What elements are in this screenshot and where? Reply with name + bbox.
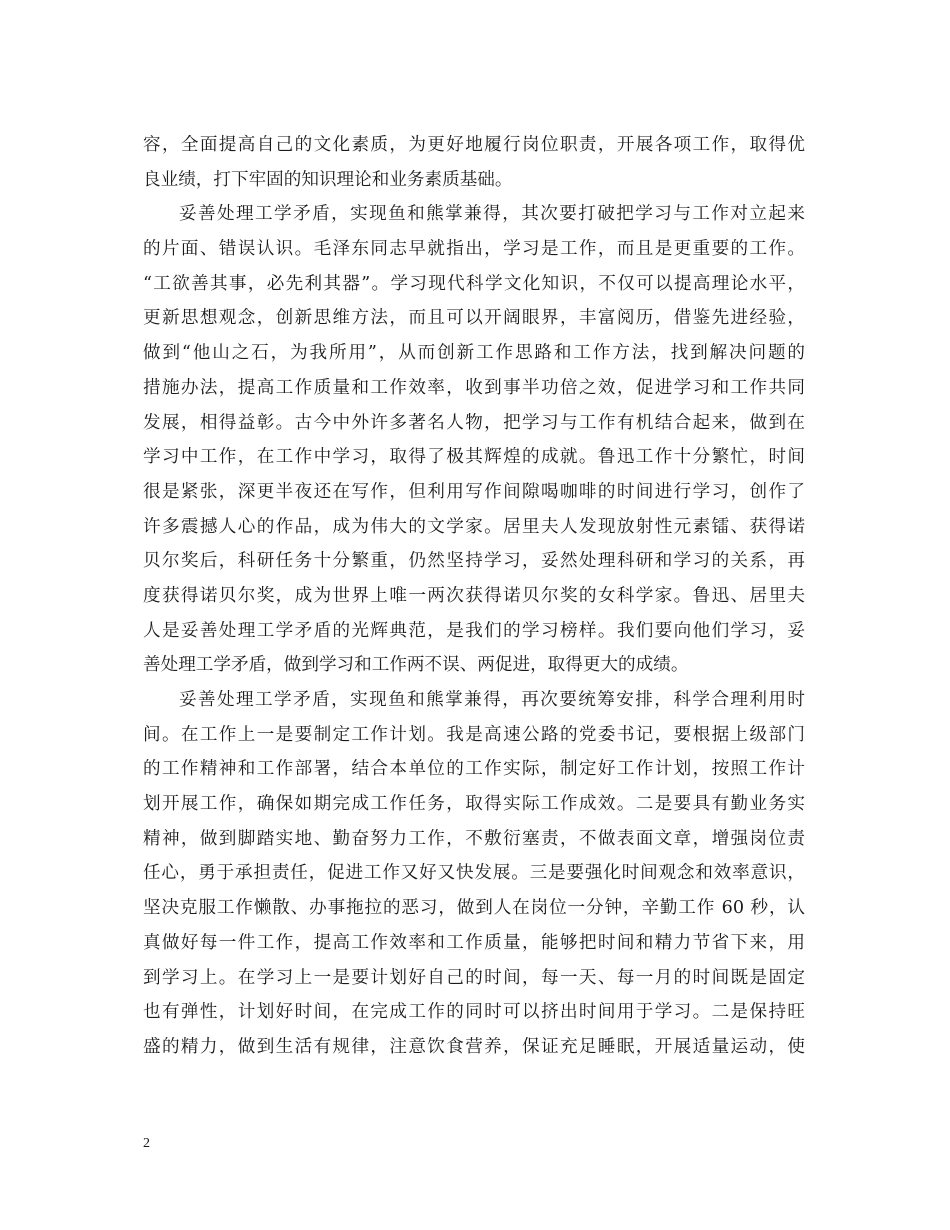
paragraph-time-planning bbox=[143, 683, 805, 1065]
text-line: 也有弹性，计划好时间，在完成工作的同时可以挤出时间用于学习。二是保持旺 bbox=[143, 1002, 805, 1023]
text-line: 间。在工作上一是要制定工作计划。我是高速公路的党委书记，要根据上级部门 bbox=[143, 724, 805, 745]
document-body bbox=[143, 128, 805, 1065]
page-number: 2 bbox=[143, 1136, 150, 1151]
text-line: 妥善处理工学矛盾，实现鱼和熊掌兼得，再次要统筹安排，科学合理利用时 bbox=[179, 690, 805, 710]
text-line: 妥善处理工学矛盾，实现鱼和熊掌兼得，其次要打破把学习与工作对立起来 bbox=[179, 204, 805, 225]
text-line: 贝尔奖后，科研任务十分繁重，仍然坚持学习，妥然处理科研和学习的关系，再 bbox=[143, 551, 805, 572]
text-line: 真做好每一件工作，提高工作效率和工作质量，能够把时间和精力节省下来，用 bbox=[143, 932, 805, 953]
text-line: 发展，相得益彰。古今中外许多著名人物，把学习与工作有机结合起来，做到在 bbox=[143, 412, 805, 433]
text-line: 任心，勇于承担责任，促进工作又好又快发展。三是要强化时间观念和效率意识， bbox=[143, 863, 805, 884]
text-line: 人是妥善处理工学矛盾的光辉典范，是我们的学习榜样。我们要向他们学习，妥 bbox=[143, 620, 805, 641]
text-line: 精神，做到脚踏实地、勤奋努力工作，不敷衍塞责，不做表面文章，增强岗位责 bbox=[143, 828, 805, 849]
text-line: 良业绩，打下牢固的知识理论和业务素质基础。 bbox=[143, 169, 513, 190]
text-line: 更新思想观念，创新思维方法，而且可以开阔眼界，丰富阅历，借鉴先进经验， bbox=[143, 308, 805, 329]
text-line: 的工作精神和工作部署，结合本单位的工作实际，制定好工作计划，按照工作计 bbox=[143, 759, 805, 780]
text-line: 很是紧张，深更半夜还在写作，但利用写作间隙喝咖啡的时间进行学习，创作了 bbox=[143, 481, 805, 502]
text-line: 到学习上。在学习上一是要计划好自己的时间，每一天、每一月的时间既是固定 bbox=[143, 967, 805, 988]
text-line: 坚决克服工作懒散、办事拖拉的恶习，做到人在岗位一分钟，辛勤工作 60 秒，认 bbox=[143, 898, 805, 919]
text-line: 做到“他山之石，为我所用”，从而创新工作思路和工作方法，找到解决问题的 bbox=[143, 343, 805, 364]
text-line: 划开展工作，确保如期完成工作任务，取得实际工作成效。二是要具有勤业务实 bbox=[143, 794, 805, 815]
paragraph-continuation bbox=[143, 128, 805, 197]
text-line: 度获得诺贝尔奖，成为世界上唯一两次获得诺贝尔奖的女科学家。鲁迅、居里夫 bbox=[143, 585, 805, 606]
text-line: 容，全面提高自己的文化素质，为更好地履行岗位职责，开展各项工作，取得优 bbox=[143, 135, 805, 155]
text-line: 学习中工作，在工作中学习，取得了极其辉煌的成就。鲁迅工作十分繁忙，时间 bbox=[143, 447, 805, 468]
text-line: 许多震撼人心的作品，成为伟大的文学家。居里夫人发现放射性元素镭、获得诺 bbox=[143, 516, 805, 537]
text-line: 的片面、错误认识。毛泽东同志早就指出，学习是工作，而且是更重要的工作。 bbox=[143, 239, 805, 260]
text-line: “工欲善其事，必先利其器”。学习现代科学文化知识，不仅可以提高理论水平， bbox=[143, 273, 805, 294]
text-line: 善处理工学矛盾，做到学习和工作两不误、两促进，取得更大的成绩。 bbox=[143, 655, 689, 676]
paragraph-study-and-work bbox=[143, 197, 805, 683]
text-line: 措施办法，提高工作质量和工作效率，收到事半功倍之效，促进学习和工作共同 bbox=[143, 377, 805, 398]
text-line: 盛的精力，做到生活有规律，注意饮食营养，保证充足睡眠，开展适量运动，使 bbox=[143, 1036, 805, 1057]
